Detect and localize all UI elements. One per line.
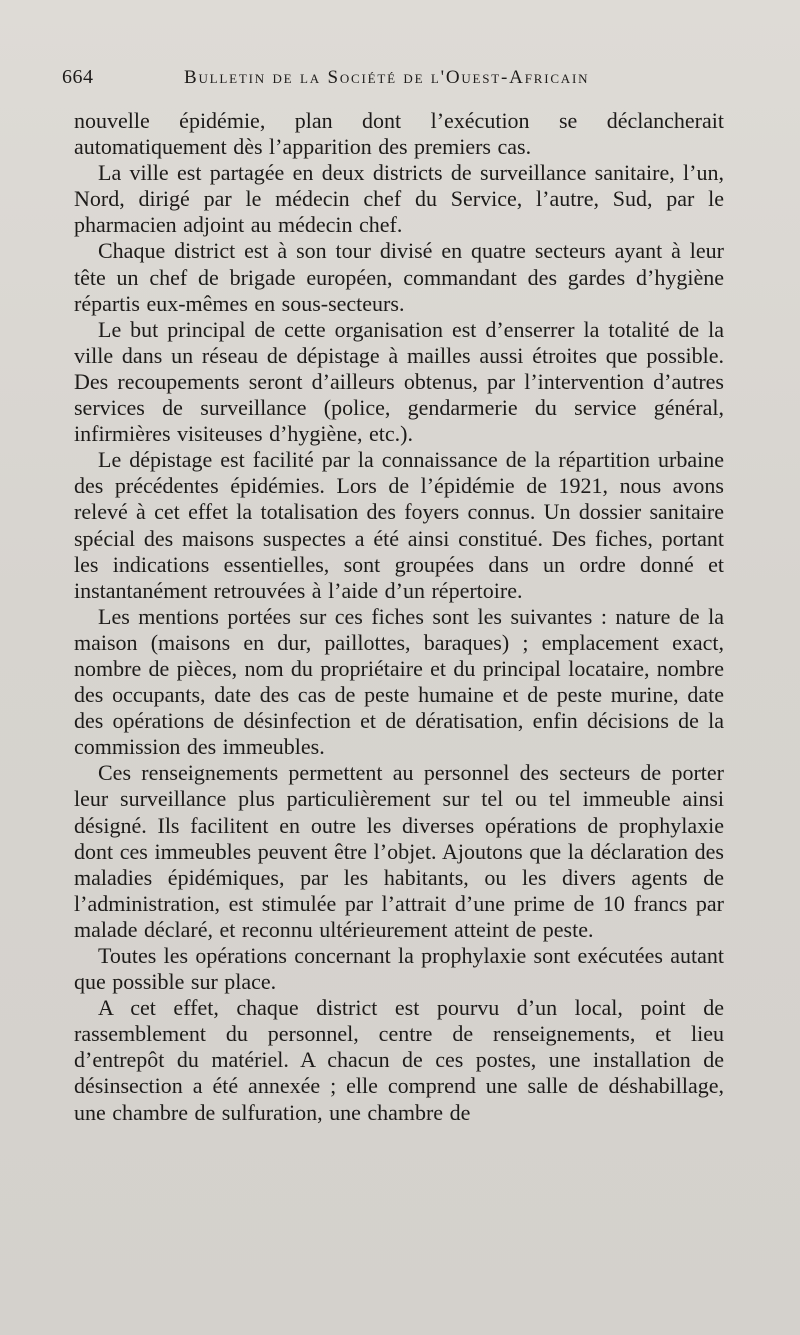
page-header [62, 66, 732, 92]
paragraph: nouvelle épidémie, plan dont l’exécution se déclancherait automatiquement dès l’apparition des premiers cas. [74, 108, 724, 160]
body-text [74, 108, 724, 1126]
paragraph: A cet effet, chaque district est pourvu d’un local, point de rassemblement du personnel, centre de renseignements, et lieu d’entrepôt du matériel. A chacun de ces postes, une installation de désinsection a été annexée ; elle comprend une salle de déshabillage, une chambre de sulfuration, une chambre de [74, 995, 724, 1125]
running-head: Bulletin de la Société de l'Ouest-Africain [184, 67, 590, 88]
page-number: 664 [62, 66, 94, 88]
paragraph: Les mentions portées sur ces fiches sont les suivantes : nature de la maison (maisons en dur, paillottes, baraques) ; emplacement exact, nombre de pièces, nom du propriétaire et du principal locataire, nombre des occupants, date des cas de peste humaine et de peste murine, date des opérations de désinfection et de dératisation, enfin décisions de la commission des immeubles. [74, 603, 724, 760]
paragraph: La ville est partagée en deux districts de surveillance sanitaire, l’un, Nord, dirigé par le médecin chef du Service, l’autre, Sud, par le pharmacien adjoint au médecin chef. [74, 160, 724, 238]
paragraph: Toutes les opérations concernant la prophylaxie sont exécutées autant que possible sur place. [74, 943, 724, 995]
paragraph: Le but principal de cette organisation est d’enserrer la totalité de la ville dans un réseau de dépistage à mailles aussi étroites que possible. Des recoupements seront d’ailleurs obtenus, par l’intervention d’autres services de surveillance (police, gendarmerie du service général, infirmières visiteuses d’hygiène, etc.). [74, 316, 724, 447]
paragraph: Ces renseignements permettent au personnel des secteurs de porter leur surveillance plus particulièrement sur tel ou tel immeuble ainsi désigné. Ils facilitent en outre les diverses opérations de prophylaxie dont ces immeubles peuvent être l’objet. Ajoutons que la déclaration des maladies épidémiques, par les habitants, ou les divers agents de l’administration, est stimulée par l’attrait d’une prime de 10 francs par malade déclaré, et reconnu ultérieurement atteint de peste. [74, 760, 724, 942]
paragraph: Chaque district est à son tour divisé en quatre secteurs ayant à leur tête un chef de brigade européen, commandant des gardes d’hygiène répartis eux-mêmes en sous-secteurs. [74, 238, 724, 316]
paragraph: Le dépistage est facilité par la connaissance de la répartition urbaine des précédentes épidémies. Lors de l’épidémie de 1921, nous avons relevé à cet effet la totalisation des foyers connus. Un dossier sanitaire spécial des maisons suspectes a été ainsi constitué. Des fiches, portant les indications essentielles, sont groupées dans un ordre donné et instantanément retrouvées à l’aide d’un répertoire. [74, 447, 724, 603]
